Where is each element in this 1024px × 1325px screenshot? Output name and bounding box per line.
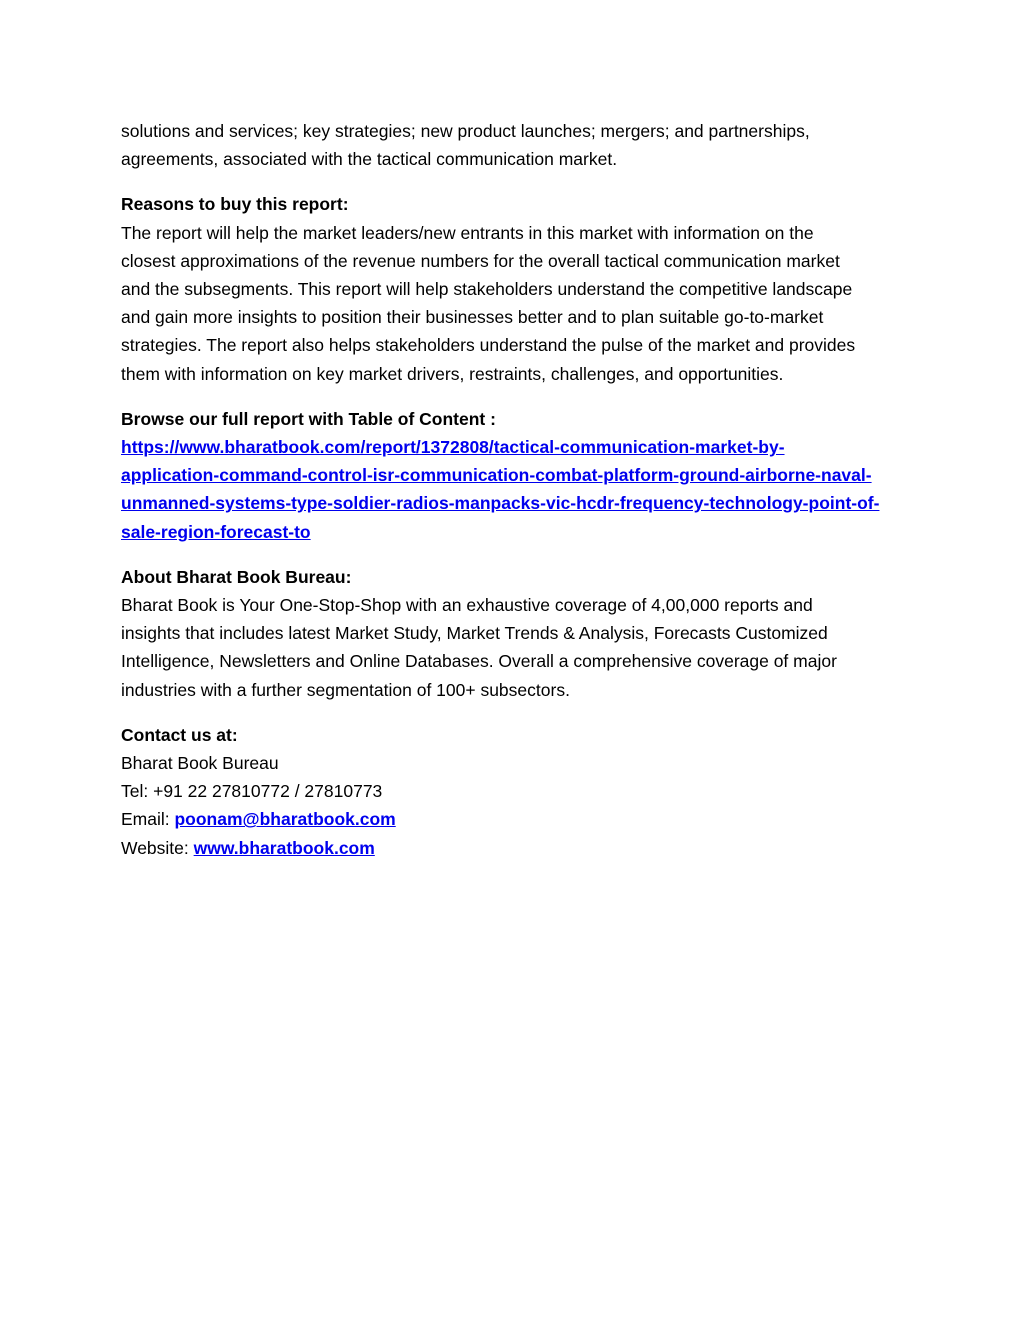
contact-heading: Contact us at: bbox=[121, 724, 238, 745]
reasons-line: and the subsegments. This report will help stakeholders understand the competitive landscape bbox=[121, 279, 853, 300]
about-section bbox=[121, 563, 911, 704]
report-link[interactable]: unmanned-systems-type-soldier-radios-manpacks-vic-hcdr-frequency-technology-point-of- bbox=[121, 493, 880, 514]
reasons-line: them with information on key market drivers, restraints, challenges, and opportunities. bbox=[121, 363, 784, 384]
about-line: Bharat Book is Your One-Stop-Shop with an exhaustive coverage of 4,00,000 reports and bbox=[121, 595, 813, 616]
reasons-heading: Reasons to buy this report: bbox=[121, 194, 349, 215]
about-line: insights that includes latest Market Study, Market Trends & Analysis, Forecasts Customized bbox=[121, 623, 828, 644]
about-line: industries with a further segmentation of 100+ subsectors. bbox=[121, 679, 570, 700]
contact-section bbox=[121, 721, 911, 862]
reasons-line: closest approximations of the revenue numbers for the overall tactical communication market bbox=[121, 250, 840, 271]
contact-email-row bbox=[121, 805, 911, 833]
reasons-section bbox=[121, 190, 911, 387]
contact-website-row bbox=[121, 834, 911, 862]
document-page bbox=[121, 117, 911, 879]
about-heading: About Bharat Book Bureau: bbox=[121, 566, 352, 587]
reasons-line: The report will help the market leaders/new entrants in this market with information on the bbox=[121, 222, 814, 243]
report-link[interactable]: application-command-control-isr-communication-combat-platform-ground-airborne-naval- bbox=[121, 465, 872, 486]
intro-line: solutions and services; key strategies; new product launches; mergers; and partnerships, bbox=[121, 121, 810, 141]
browse-section bbox=[121, 405, 911, 546]
contact-tel: Tel: +91 22 27810772 / 27810773 bbox=[121, 781, 383, 802]
intro-paragraph bbox=[121, 117, 911, 173]
website-label: Website: bbox=[121, 837, 194, 858]
reasons-line: strategies. The report also helps stakeholders understand the pulse of the market and provides bbox=[121, 335, 856, 356]
report-link[interactable]: sale-region-forecast-to bbox=[121, 521, 311, 542]
contact-company: Bharat Book Bureau bbox=[121, 753, 279, 774]
email-link[interactable]: poonam@bharatbook.com bbox=[174, 809, 396, 830]
intro-line: agreements, associated with the tactical communication market. bbox=[121, 149, 618, 170]
browse-heading: Browse our full report with Table of Content : bbox=[121, 408, 496, 429]
email-label: Email: bbox=[121, 809, 175, 830]
website-link[interactable]: www.bharatbook.com bbox=[193, 837, 375, 858]
reasons-line: and gain more insights to position their businesses better and to plan suitable go-to-market bbox=[121, 307, 824, 328]
about-line: Intelligence, Newsletters and Online Databases. Overall a comprehensive coverage of major bbox=[121, 651, 837, 672]
report-link[interactable]: https://www.bharatbook.com/report/1372808/tactical-communication-market-by- bbox=[121, 437, 785, 458]
